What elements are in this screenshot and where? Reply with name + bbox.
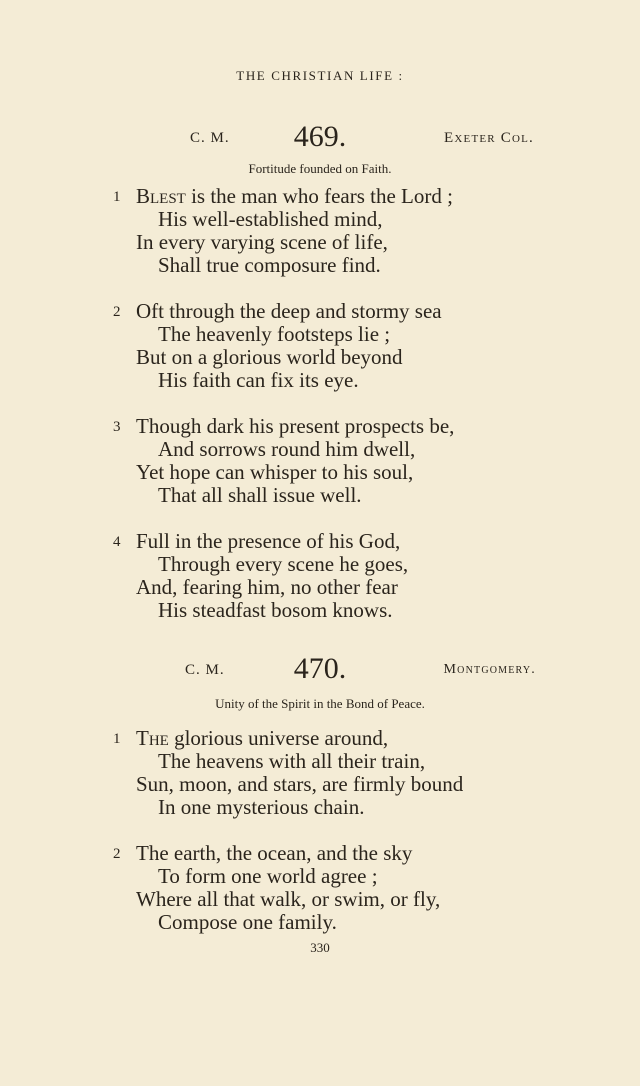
verse-first-word: The	[136, 726, 169, 750]
verse-first-rest: glorious universe around,	[168, 726, 389, 750]
verse-first-word: Blest	[136, 184, 186, 208]
hymn-469-subtitle: Fortitude founded on Faith.	[248, 161, 392, 176]
verse-line-1: The earth, the ocean, and the sky	[136, 841, 413, 865]
page-number: 330	[310, 940, 330, 955]
verse-number: 3	[113, 419, 121, 435]
hymn-469-heading	[0, 120, 640, 160]
verse-line-4: Compose one family.	[158, 910, 337, 934]
hymn-470-meter: C. M.	[185, 662, 225, 678]
verse-line-2: The heavens with all their train,	[158, 749, 426, 773]
verse-number: 4	[113, 534, 121, 550]
hymn-469-meter: C. M.	[190, 130, 230, 146]
verse-line-2: Through every scene he goes,	[158, 552, 409, 576]
verse-line-1: Full in the presence of his God,	[136, 529, 401, 553]
verse-line-4: Shall true composure find.	[158, 253, 381, 277]
verse-line-2: The heavenly footsteps lie ;	[158, 322, 391, 346]
verse-line-3: And, fearing him, no other fear	[136, 575, 398, 599]
verse-line-3: Where all that walk, or swim, or fly,	[136, 887, 441, 911]
verse-line-2: His well-established mind,	[158, 207, 383, 231]
hymn-469-number: 469.	[293, 120, 347, 153]
verse-line-4: That all shall issue well.	[158, 483, 362, 507]
verse-line-1: Though dark his present prospects be,	[136, 414, 455, 438]
verse-number: 2	[113, 846, 121, 862]
hymn-469-tune: Exeter Col.	[444, 130, 534, 146]
verse-line-4: His steadfast bosom knows.	[158, 598, 393, 622]
verse-line-3: In every varying scene of life,	[136, 230, 388, 254]
verse-line-4: His faith can fix its eye.	[158, 368, 359, 392]
verse-number: 1	[113, 189, 121, 205]
verse-line-2: To form one world agree ;	[158, 864, 378, 888]
verse-line-1	[136, 184, 453, 208]
verse-number: 2	[113, 304, 121, 320]
hymn-470-heading	[0, 652, 640, 692]
verse-line-1	[136, 726, 388, 750]
hymn-470-subtitle: Unity of the Spirit in the Bond of Peace.	[215, 696, 425, 711]
hymn-470-number: 470.	[293, 652, 347, 685]
verse-first-rest: is the man who fears the Lord ;	[185, 184, 453, 208]
verse-line-1: Oft through the deep and stormy sea	[136, 299, 442, 323]
verse-line-3: But on a glorious world beyond	[136, 345, 403, 369]
verse-line-3: Yet hope can whisper to his soul,	[136, 460, 414, 484]
verse-line-4: In one mysterious chain.	[158, 795, 365, 819]
verse-number: 1	[113, 731, 121, 747]
hymn-470-tune: Montgomery.	[443, 662, 536, 677]
verse-line-3: Sun, moon, and stars, are firmly bound	[136, 772, 464, 796]
running-head: THE CHRISTIAN LIFE :	[236, 68, 404, 83]
verse-line-2: And sorrows round him dwell,	[158, 437, 416, 461]
